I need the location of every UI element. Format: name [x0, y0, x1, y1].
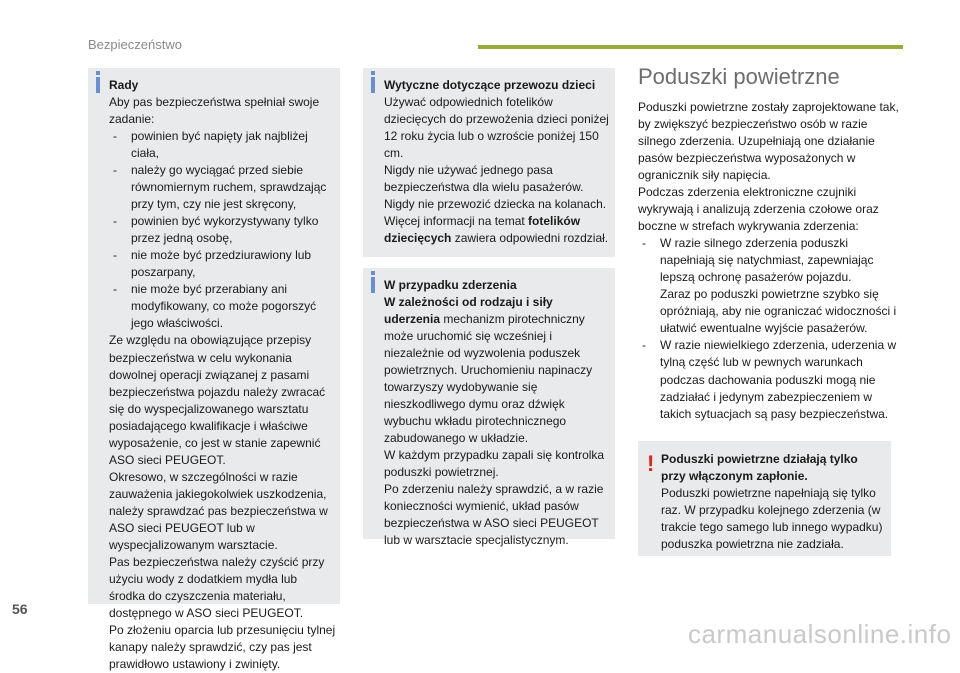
rules-paragraph: Okresowo, w szczególności w razie zauważenia jakiegokolwiek uszkodzenia, należy sprawdzać pas bezpieczeństwa w ASO sieci PEUGEOT lub w wyspecjalizowanym warsztacie. — [109, 469, 328, 552]
rules-list — [109, 128, 336, 332]
accident-text-part: mechanizm pirotechniczny może uruchomić się wcześniej i niezależnie od wyzwolenia poduszek powietrznych. Uruchomieniu napinaczy towarzyszy wydobywanie się nieszkodliwego dymu oraz dźwięk wybuchu wkładu pirotechnicznego zabudowanego w układzie. — [384, 312, 593, 446]
rules-title: Rady — [109, 78, 139, 92]
children-title: Wytyczne dotyczące przewozu dzieci — [384, 78, 596, 92]
accident-text: Po zderzeniu należy sprawdzić, a w razie konieczności wymienić, układ pasów bezpieczeństwa w ASO sieci PEUGEOT lub w warsztacie specjalistycznym. — [384, 482, 604, 548]
list-item-text: W razie silnego zderzenia poduszki napełniają się natychmiast, zapewniając lepszą ochronę pasażerów pojazdu. — [660, 236, 874, 285]
warning-title: Poduszki powietrzne działają tylko przy włączonym zapłonie. — [661, 452, 858, 484]
list-item: - nie może być przedziurawiony lub poszarpany, — [109, 247, 336, 281]
list-item: - nie może być przerabiany ani modyfikowany, co może pogorszyć jego właściwości. — [109, 281, 336, 332]
children-text: Nigdy nie przewozić dziecka na kolanach. — [384, 197, 607, 212]
info-icon — [371, 277, 375, 293]
rules-paragraph: Po złożeniu oparcia lub przesunięciu tylnej kanapy należy sprawdzić, czy pas jest prawidłowo ustawiony i zwinięty. — [109, 623, 336, 672]
warning-text: Poduszki powietrzne napełniają się tylko raz. W przypadku kolejnego zderzenia (w trakcie tego samego lub innego wypadku) poduszka powietrzna nie zadziała. — [661, 486, 883, 552]
children-text: Używać odpowiednich fotelików dziecięcych do przewożenia dzieci poniżej 12 roku życia lub o wzroście poniżej 150 cm. — [384, 95, 609, 161]
list-item: - powinien być napięty jak najbliżej ciała, — [109, 128, 336, 162]
airbags-paragraph: Podczas zderzenia elektroniczne czujniki wykrywają i analizują zderzenia czołowe oraz boczne w strefach wykrywania zderzenia: — [638, 185, 879, 234]
page-number: 56 — [12, 601, 28, 617]
warning-box — [638, 441, 891, 556]
airbags-list — [638, 235, 900, 422]
accident-text — [384, 294, 611, 447]
rules-paragraph: Ze względu na obowiązujące przepisy bezpieczeństwa w celu wykonania dowolnej operacji związanej z pasami bezpieczeństwa pojazdu należy zwracać się do wyspecjalizowanego warsztatu posiadającego kwalifikacje i właściwe wyposażenie, co jest w stanie zapewnić ASO sieci PEUGEOT. — [109, 333, 326, 467]
children-box — [363, 68, 615, 257]
children-text: Nigdy nie używać jednego pasa bezpieczeństwa dla wielu pasażerów. — [384, 163, 584, 195]
header-accent-bar — [478, 45, 903, 49]
watermark: carmanualsonline.info — [688, 619, 952, 649]
section-header: Bezpieczeństwo — [88, 37, 182, 52]
accident-box — [363, 268, 615, 548]
accident-title: W przypadku zderzenia — [384, 278, 517, 292]
airbags-title: Poduszki powietrzne — [638, 64, 840, 89]
children-text — [384, 213, 611, 247]
children-text-part: zawiera odpowiedni rozdział. — [451, 231, 609, 246]
children-text-part: Więcej informacji na temat — [384, 214, 529, 229]
airbags-body — [638, 99, 900, 423]
info-icon — [96, 77, 100, 93]
info-icon — [371, 77, 375, 93]
rules-intro: Aby pas bezpieczeństwa spełniał swoje zadanie: — [109, 95, 320, 127]
accident-subtitle: W zależności od rodzaju i siły uderzenia — [384, 295, 553, 327]
list-item-text: Zaraz po poduszki powietrzne szybko się opróżniają, aby nie ograniczać widoczności i ułatwić ewentualne wyjście pasażerów. — [660, 287, 897, 336]
list-item: - należy go wyciągać przed siebie równomiernym ruchem, sprawdzając przy tym, czy nie jest skręcony, — [109, 162, 336, 213]
airbags-paragraph: Poduszki powietrzne zostały zaprojektowane tak, by zwiększyć bezpieczeństwo osób w razie silnego zderzenia. Uzupełniają one działanie pasów bezpieczeństwa wyposażonych w ogranicznik siły napięcia. — [638, 100, 899, 183]
list-item: - W razie niewielkiego zderzenia, uderzenia w tylną część lub w pewnych warunkach podczas dachowania poduszki mogą nie zadziałać i jedynym zabezpieczeniem w takich sytuacjach są pasy bezpieczeństwa. — [638, 337, 900, 422]
accident-text: W każdym przypadku zapali się kontrolka poduszki powietrznej. — [384, 448, 605, 480]
children-link-text: fotelików dziecięcych — [384, 214, 581, 246]
rules-box — [88, 68, 340, 672]
warning-icon: ! — [647, 451, 655, 476]
list-item: - powinien być wykorzystywany tylko przez jedną osobę, — [109, 213, 336, 247]
list-item — [638, 235, 900, 337]
rules-paragraph: Pas bezpieczeństwa należy czyścić przy użyciu wody z dodatkiem mydła lub środka do czyszczenia materiału, dostępnego w ASO sieci PEUGEOT. — [109, 554, 325, 620]
